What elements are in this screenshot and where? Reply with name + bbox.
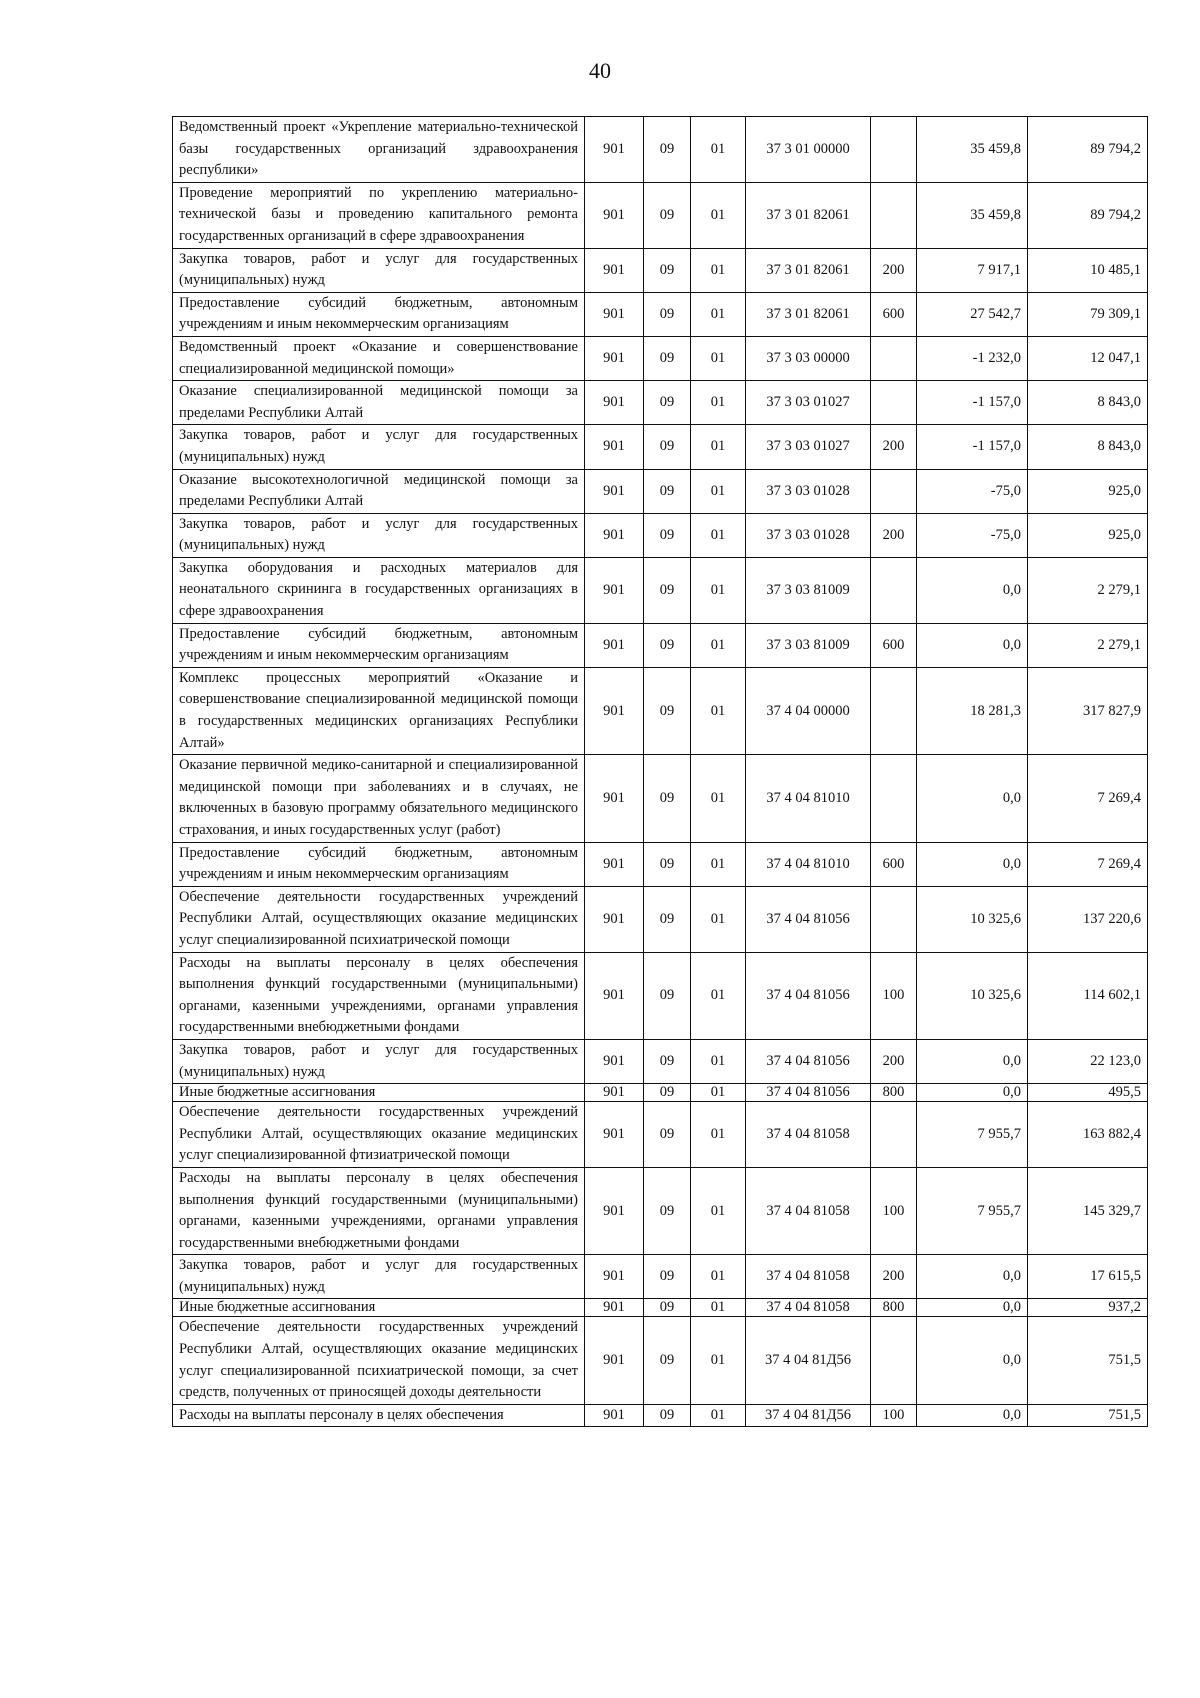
amount-total: 751,5: [1028, 1404, 1148, 1427]
amount-total: 925,0: [1028, 513, 1148, 557]
row-name: Закупка оборудования и расходных материалов для неонатального скрининга в государственных организациях в сфере здравоохранения: [173, 557, 585, 623]
row-name: Предоставление субсидий бюджетным, автономным учреждениям и иным некоммерческим организациям: [173, 292, 585, 336]
subsection-code: 01: [691, 1317, 746, 1404]
target-article-code: 37 3 01 82061: [746, 182, 871, 248]
amount-total: 10 485,1: [1028, 248, 1148, 292]
target-article-code: 37 3 03 01027: [746, 425, 871, 469]
section-code: 09: [644, 623, 691, 667]
section-code: 09: [644, 1084, 691, 1102]
table-row: [173, 557, 1148, 623]
section-code: 09: [644, 469, 691, 513]
page-number: 40: [589, 58, 611, 83]
subsection-code: 01: [691, 886, 746, 952]
amount-change: -75,0: [917, 513, 1028, 557]
admin-code: 901: [585, 755, 644, 842]
section-code: 09: [644, 1102, 691, 1168]
subsection-code: 01: [691, 425, 746, 469]
table-row: [173, 1255, 1148, 1299]
expense-type-code: [871, 557, 917, 623]
amount-total: 495,5: [1028, 1084, 1148, 1102]
admin-code: 901: [585, 182, 644, 248]
expense-type-code: 200: [871, 513, 917, 557]
amount-total: 89 794,2: [1028, 117, 1148, 183]
amount-change: -1 157,0: [917, 425, 1028, 469]
target-article-code: 37 4 04 81010: [746, 755, 871, 842]
admin-code: 901: [585, 1255, 644, 1299]
admin-code: 901: [585, 1167, 644, 1254]
expense-type-code: 800: [871, 1084, 917, 1102]
target-article-code: 37 3 03 01028: [746, 513, 871, 557]
expense-type-code: [871, 182, 917, 248]
section-code: 09: [644, 1299, 691, 1317]
table-row: [173, 1167, 1148, 1254]
table-row: [173, 952, 1148, 1039]
admin-code: 901: [585, 292, 644, 336]
amount-change: 7 917,1: [917, 248, 1028, 292]
expense-type-code: [871, 336, 917, 380]
expense-type-code: 800: [871, 1299, 917, 1317]
section-code: 09: [644, 667, 691, 754]
target-article-code: 37 3 03 81009: [746, 623, 871, 667]
table-row: [173, 513, 1148, 557]
row-name: Ведомственный проект «Укрепление материально-технической базы государственных организаций здравоохранения республики»: [173, 117, 585, 183]
target-article-code: 37 4 04 81056: [746, 886, 871, 952]
expense-type-code: 100: [871, 1167, 917, 1254]
row-name: Закупка товаров, работ и услуг для государственных (муниципальных) нужд: [173, 248, 585, 292]
table-row: [173, 336, 1148, 380]
subsection-code: 01: [691, 1404, 746, 1427]
subsection-code: 01: [691, 755, 746, 842]
table-row: [173, 623, 1148, 667]
target-article-code: 37 4 04 81058: [746, 1102, 871, 1168]
table-row: [173, 292, 1148, 336]
admin-code: 901: [585, 952, 644, 1039]
amount-change: 0,0: [917, 623, 1028, 667]
admin-code: 901: [585, 248, 644, 292]
section-code: 09: [644, 513, 691, 557]
row-name: Обеспечение деятельности государственных учреждений Республики Алтай, осуществляющих оказание медицинских услуг специализированной фтизиатрической помощи: [173, 1102, 585, 1168]
amount-change: 7 955,7: [917, 1102, 1028, 1168]
amount-total: 17 615,5: [1028, 1255, 1148, 1299]
row-name: Проведение мероприятий по укреплению материально-технической базы и проведению капитального ремонта государственных организаций в сфере здравоохранения: [173, 182, 585, 248]
row-name: Обеспечение деятельности государственных учреждений Республики Алтай, осуществляющих оказание медицинских услуг специализированной психиатрической помощи: [173, 886, 585, 952]
amount-total: 925,0: [1028, 469, 1148, 513]
expense-type-code: [871, 469, 917, 513]
row-name: Оказание специализированной медицинской помощи за пределами Республики Алтай: [173, 381, 585, 425]
section-code: 09: [644, 1255, 691, 1299]
target-article-code: 37 3 01 82061: [746, 292, 871, 336]
table-row: [173, 1299, 1148, 1317]
row-name: Расходы на выплаты персоналу в целях обеспечения выполнения функций государственными (муниципальными) органами, казенными учреждениями, органами управления государственными внебюджетными фондами: [173, 952, 585, 1039]
amount-change: 0,0: [917, 755, 1028, 842]
row-name: Закупка товаров, работ и услуг для государственных (муниципальных) нужд: [173, 1255, 585, 1299]
row-name: Иные бюджетные ассигнования: [173, 1299, 585, 1317]
subsection-code: 01: [691, 1039, 746, 1083]
amount-change: 7 955,7: [917, 1167, 1028, 1254]
amount-total: 137 220,6: [1028, 886, 1148, 952]
expense-type-code: [871, 381, 917, 425]
section-code: 09: [644, 381, 691, 425]
admin-code: 901: [585, 117, 644, 183]
section-code: 09: [644, 1039, 691, 1083]
subsection-code: 01: [691, 1102, 746, 1168]
admin-code: 901: [585, 1299, 644, 1317]
admin-code: 901: [585, 425, 644, 469]
amount-change: 0,0: [917, 1404, 1028, 1427]
amount-total: 79 309,1: [1028, 292, 1148, 336]
table-row: [173, 1084, 1148, 1102]
admin-code: 901: [585, 623, 644, 667]
section-code: 09: [644, 425, 691, 469]
amount-change: 0,0: [917, 842, 1028, 886]
subsection-code: 01: [691, 952, 746, 1039]
expense-type-code: [871, 886, 917, 952]
subsection-code: 01: [691, 381, 746, 425]
section-code: 09: [644, 336, 691, 380]
table-row: [173, 755, 1148, 842]
amount-total: 751,5: [1028, 1317, 1148, 1404]
row-name: Расходы на выплаты персоналу в целях обеспечения выполнения функций государственными (муниципальными) органами, казенными учреждениями, органами управления государственными внебюджетными фондами: [173, 1167, 585, 1254]
table-row: [173, 425, 1148, 469]
target-article-code: 37 3 03 01028: [746, 469, 871, 513]
target-article-code: 37 4 04 81010: [746, 842, 871, 886]
row-name: Ведомственный проект «Оказание и совершенствование специализированной медицинской помощи»: [173, 336, 585, 380]
subsection-code: 01: [691, 1299, 746, 1317]
amount-change: 0,0: [917, 557, 1028, 623]
amount-change: 27 542,7: [917, 292, 1028, 336]
table-row: [173, 1317, 1148, 1404]
admin-code: 901: [585, 557, 644, 623]
amount-change: 10 325,6: [917, 952, 1028, 1039]
amount-total: 2 279,1: [1028, 623, 1148, 667]
table-row: [173, 1039, 1148, 1083]
budget-table: [172, 116, 1148, 1427]
target-article-code: 37 4 04 81056: [746, 952, 871, 1039]
table-row: [173, 381, 1148, 425]
subsection-code: 01: [691, 667, 746, 754]
target-article-code: 37 3 03 00000: [746, 336, 871, 380]
row-name: Предоставление субсидий бюджетным, автономным учреждениям и иным некоммерческим организациям: [173, 842, 585, 886]
admin-code: 901: [585, 1317, 644, 1404]
amount-total: 317 827,9: [1028, 667, 1148, 754]
table-row: [173, 469, 1148, 513]
subsection-code: 01: [691, 469, 746, 513]
amount-total: 7 269,4: [1028, 842, 1148, 886]
amount-total: 22 123,0: [1028, 1039, 1148, 1083]
amount-change: -1 157,0: [917, 381, 1028, 425]
expense-type-code: [871, 1317, 917, 1404]
amount-total: 937,2: [1028, 1299, 1148, 1317]
subsection-code: 01: [691, 248, 746, 292]
amount-change: 18 281,3: [917, 667, 1028, 754]
amount-change: -1 232,0: [917, 336, 1028, 380]
expense-type-code: 600: [871, 292, 917, 336]
amount-change: 0,0: [917, 1317, 1028, 1404]
expense-type-code: 200: [871, 248, 917, 292]
amount-change: 0,0: [917, 1084, 1028, 1102]
table-row: [173, 1404, 1148, 1427]
section-code: 09: [644, 755, 691, 842]
subsection-code: 01: [691, 623, 746, 667]
amount-total: 114 602,1: [1028, 952, 1148, 1039]
admin-code: 901: [585, 1102, 644, 1168]
section-code: 09: [644, 182, 691, 248]
amount-total: 145 329,7: [1028, 1167, 1148, 1254]
subsection-code: 01: [691, 557, 746, 623]
target-article-code: 37 3 03 01027: [746, 381, 871, 425]
table-row: [173, 667, 1148, 754]
admin-code: 901: [585, 469, 644, 513]
section-code: 09: [644, 1167, 691, 1254]
target-article-code: 37 4 04 81058: [746, 1255, 871, 1299]
admin-code: 901: [585, 1404, 644, 1427]
subsection-code: 01: [691, 292, 746, 336]
admin-code: 901: [585, 1039, 644, 1083]
amount-change: 35 459,8: [917, 182, 1028, 248]
target-article-code: 37 3 03 81009: [746, 557, 871, 623]
table-row: [173, 248, 1148, 292]
amount-change: 0,0: [917, 1255, 1028, 1299]
subsection-code: 01: [691, 182, 746, 248]
expense-type-code: 600: [871, 623, 917, 667]
expense-type-code: 200: [871, 425, 917, 469]
target-article-code: 37 4 04 81Д56: [746, 1317, 871, 1404]
admin-code: 901: [585, 842, 644, 886]
expense-type-code: 200: [871, 1039, 917, 1083]
amount-change: 35 459,8: [917, 117, 1028, 183]
amount-total: 8 843,0: [1028, 381, 1148, 425]
target-article-code: 37 4 04 81058: [746, 1299, 871, 1317]
amount-change: 0,0: [917, 1299, 1028, 1317]
row-name: Оказание первичной медико-санитарной и специализированной медицинской помощи при заболеваниях и в случаях, не включенных в базовую программу обязательного медицинского страхования, и иных государственных услуг (работ): [173, 755, 585, 842]
section-code: 09: [644, 248, 691, 292]
amount-total: 7 269,4: [1028, 755, 1148, 842]
row-name: Закупка товаров, работ и услуг для государственных (муниципальных) нужд: [173, 425, 585, 469]
table-row: [173, 182, 1148, 248]
row-name: Иные бюджетные ассигнования: [173, 1084, 585, 1102]
target-article-code: 37 3 01 00000: [746, 117, 871, 183]
subsection-code: 01: [691, 336, 746, 380]
target-article-code: 37 4 04 00000: [746, 667, 871, 754]
target-article-code: 37 3 01 82061: [746, 248, 871, 292]
expense-type-code: [871, 755, 917, 842]
expense-type-code: 600: [871, 842, 917, 886]
target-article-code: 37 4 04 81056: [746, 1039, 871, 1083]
admin-code: 901: [585, 513, 644, 557]
amount-change: 0,0: [917, 1039, 1028, 1083]
target-article-code: 37 4 04 81058: [746, 1167, 871, 1254]
amount-total: 89 794,2: [1028, 182, 1148, 248]
subsection-code: 01: [691, 1255, 746, 1299]
section-code: 09: [644, 557, 691, 623]
expense-type-code: 200: [871, 1255, 917, 1299]
admin-code: 901: [585, 886, 644, 952]
section-code: 09: [644, 842, 691, 886]
amount-change: -75,0: [917, 469, 1028, 513]
amount-change: 10 325,6: [917, 886, 1028, 952]
admin-code: 901: [585, 336, 644, 380]
expense-type-code: [871, 1102, 917, 1168]
row-name: Предоставление субсидий бюджетным, автономным учреждениям и иным некоммерческим организациям: [173, 623, 585, 667]
section-code: 09: [644, 292, 691, 336]
subsection-code: 01: [691, 513, 746, 557]
expense-type-code: [871, 667, 917, 754]
row-name: Оказание высокотехнологичной медицинской помощи за пределами Республики Алтай: [173, 469, 585, 513]
expense-type-code: 100: [871, 952, 917, 1039]
admin-code: 901: [585, 667, 644, 754]
section-code: 09: [644, 886, 691, 952]
expense-type-code: [871, 117, 917, 183]
subsection-code: 01: [691, 117, 746, 183]
subsection-code: 01: [691, 842, 746, 886]
section-code: 09: [644, 1404, 691, 1427]
expense-type-code: 100: [871, 1404, 917, 1427]
amount-total: 2 279,1: [1028, 557, 1148, 623]
section-code: 09: [644, 1317, 691, 1404]
subsection-code: 01: [691, 1167, 746, 1254]
section-code: 09: [644, 117, 691, 183]
admin-code: 901: [585, 1084, 644, 1102]
amount-total: 163 882,4: [1028, 1102, 1148, 1168]
row-name: Закупка товаров, работ и услуг для государственных (муниципальных) нужд: [173, 513, 585, 557]
row-name: Комплекс процессных мероприятий «Оказание и совершенствование специализированной медицинской помощи в государственных медицинских организациях Республики Алтай»: [173, 667, 585, 754]
section-code: 09: [644, 952, 691, 1039]
table-row: [173, 1102, 1148, 1168]
subsection-code: 01: [691, 1084, 746, 1102]
admin-code: 901: [585, 381, 644, 425]
row-name: Расходы на выплаты персоналу в целях обеспечения: [173, 1404, 585, 1427]
row-name: Закупка товаров, работ и услуг для государственных (муниципальных) нужд: [173, 1039, 585, 1083]
amount-total: 12 047,1: [1028, 336, 1148, 380]
table-row: [173, 886, 1148, 952]
table-row: [173, 117, 1148, 183]
row-name: Обеспечение деятельности государственных учреждений Республики Алтай, осуществляющих оказание медицинских услуг специализированной психиатрической помощи, за счет средств, полученных от приносящей доходы деятельности: [173, 1317, 585, 1404]
target-article-code: 37 4 04 81056: [746, 1084, 871, 1102]
target-article-code: 37 4 04 81Д56: [746, 1404, 871, 1427]
amount-total: 8 843,0: [1028, 425, 1148, 469]
table-row: [173, 842, 1148, 886]
